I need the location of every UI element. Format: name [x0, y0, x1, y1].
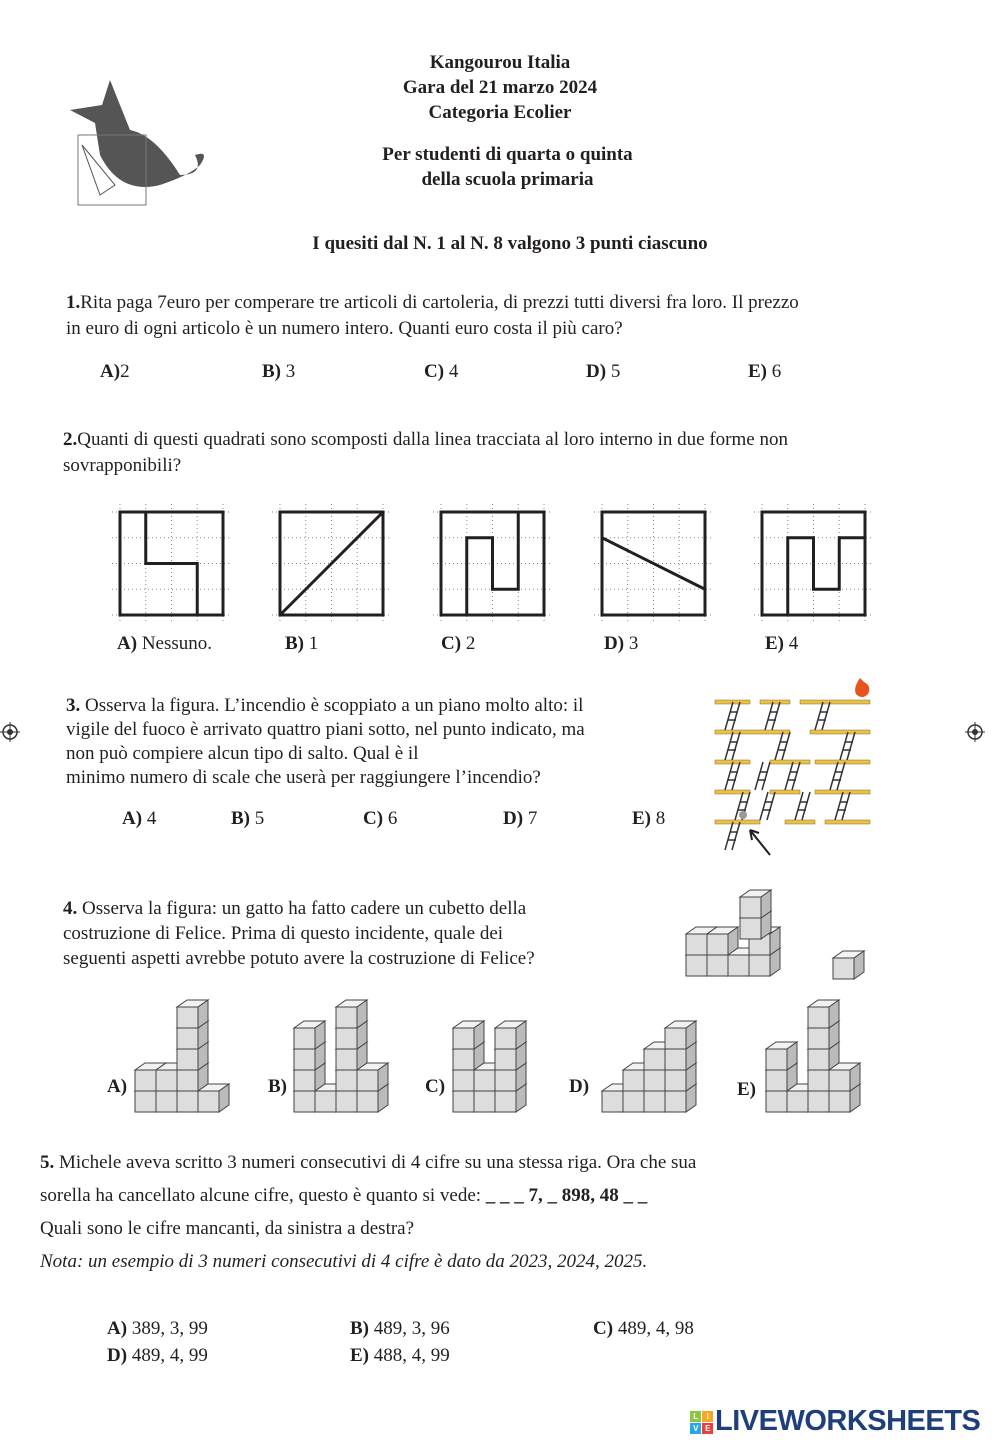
- cube-front: [787, 1091, 808, 1112]
- cube-front: [808, 1028, 829, 1049]
- cube-front: [336, 1007, 357, 1028]
- cube-front: [829, 1091, 850, 1112]
- option-value: 2: [120, 361, 130, 382]
- answer-option[interactable]: [122, 808, 156, 830]
- answer-option[interactable]: [765, 633, 798, 655]
- brand-name: LIVEWORKSHEETS: [715, 1405, 981, 1437]
- question-text: Michele aveva scritto 3 numeri consecutivi di 4 cifre su una stessa riga. Ora che sua: [54, 1152, 697, 1173]
- question-text: minimo numero di scale che userà per raggiungere l’incendio?: [66, 767, 541, 788]
- header-line: Categoria Ecolier: [428, 102, 572, 123]
- cube-front: [336, 1049, 357, 1070]
- option-value: 5: [606, 361, 621, 382]
- answer-option[interactable]: [363, 808, 397, 830]
- option-letter: B): [231, 808, 250, 829]
- option-value: 489, 4, 98: [613, 1318, 694, 1339]
- option-value: 6: [767, 361, 782, 382]
- option-label[interactable]: B): [268, 1076, 287, 1097]
- question-text: vigile del fuoco è arrivato quattro piani sotto, nel punto indicato, ma: [66, 719, 585, 740]
- option-letter: E): [350, 1345, 369, 1366]
- cube-front: [665, 1070, 686, 1091]
- option-letter: E): [632, 808, 651, 829]
- cube-front: [766, 1091, 787, 1112]
- question-5: [40, 1146, 696, 1278]
- cube-front: [665, 1028, 686, 1049]
- header-line: Gara del 21 marzo 2024: [402, 77, 598, 98]
- option-letter: C): [424, 361, 445, 382]
- cube-front: [808, 1007, 829, 1028]
- liveworksheets-logo: [690, 1405, 980, 1438]
- question-number: 3.: [66, 695, 81, 716]
- option-value: 3: [624, 633, 639, 654]
- question-number: 1.: [66, 292, 81, 313]
- cube-front: [336, 1028, 357, 1049]
- answer-option[interactable]: [117, 633, 212, 655]
- question-text: Quali sono le cifre mancanti, da sinistra a destra?: [40, 1218, 415, 1239]
- badge-letter: E: [702, 1423, 713, 1434]
- cube-front: [665, 1091, 686, 1112]
- answer-option[interactable]: [285, 633, 318, 655]
- cube-front: [686, 934, 707, 955]
- cube-front: [833, 958, 854, 979]
- cube-front: [740, 897, 761, 918]
- question-text: Osserva la figura: un gatto ha fatto cadere un cubetto della: [77, 898, 527, 919]
- header-line: Kangourou Italia: [429, 52, 571, 73]
- option-letter: C): [441, 633, 462, 654]
- question-number: 4.: [63, 898, 78, 919]
- option-value: 3: [281, 361, 296, 382]
- cube-front: [766, 1070, 787, 1091]
- cube-front: [749, 955, 770, 976]
- answer-option[interactable]: [107, 1318, 208, 1340]
- cube-front: [453, 1028, 474, 1049]
- cube-front: [728, 955, 749, 976]
- answer-option[interactable]: [350, 1345, 450, 1367]
- question-text: sorella ha cancellato alcune cifre, questo è quanto si vede:: [40, 1185, 486, 1206]
- live-badge-icon: [690, 1411, 713, 1434]
- option-value: 2: [461, 633, 476, 654]
- answer-option[interactable]: [632, 808, 665, 830]
- cube-front: [177, 1070, 198, 1091]
- answer-option[interactable]: [350, 1318, 450, 1340]
- option-value: 4: [142, 808, 157, 829]
- option-letter: D): [503, 808, 524, 829]
- cube-front: [357, 1091, 378, 1112]
- cube-front: [495, 1028, 516, 1049]
- option-label[interactable]: E): [737, 1079, 756, 1100]
- question-text: Rita paga 7euro per comperare tre articoli di cartoleria, di prezzi tutti diversi fra loro. Il prezzo: [80, 292, 799, 313]
- cube-front: [808, 1070, 829, 1091]
- question-number: 2.: [63, 429, 78, 450]
- cube-front: [177, 1049, 198, 1070]
- cube-front: [644, 1091, 665, 1112]
- answer-option[interactable]: [604, 633, 638, 655]
- option-letter: A): [117, 633, 138, 654]
- option-letter: B): [262, 361, 281, 382]
- cube-front: [495, 1091, 516, 1112]
- option-value: 389, 3, 99: [127, 1318, 208, 1339]
- cube-front: [294, 1091, 315, 1112]
- cube-front: [177, 1091, 198, 1112]
- cube-front: [198, 1091, 219, 1112]
- option-value: 4: [784, 633, 799, 654]
- cube-front: [623, 1070, 644, 1091]
- question-text: non può compiere alcun tipo di salto. Qual è il: [66, 743, 419, 764]
- option-letter: E): [748, 361, 767, 382]
- cube-front: [495, 1049, 516, 1070]
- cube-front: [135, 1091, 156, 1112]
- option-letter: C): [363, 808, 384, 829]
- option-value: 8: [651, 808, 666, 829]
- cube-front: [294, 1049, 315, 1070]
- cube-front: [644, 1049, 665, 1070]
- option-letter: D): [604, 633, 625, 654]
- option-value: 488, 4, 99: [369, 1345, 450, 1366]
- cube-front: [156, 1070, 177, 1091]
- cube-front: [294, 1070, 315, 1091]
- option-value: 7: [523, 808, 538, 829]
- badge-letter: L: [690, 1411, 701, 1422]
- cube-front: [336, 1091, 357, 1112]
- answer-option[interactable]: [593, 1318, 694, 1340]
- option-letter: A): [122, 808, 143, 829]
- header-line: Per studenti di quarta o quinta: [382, 144, 633, 165]
- question-text: seguenti aspetti avrebbe potuto avere la costruzione di Felice?: [63, 948, 535, 969]
- option-value: 1: [304, 633, 319, 654]
- answer-option[interactable]: [503, 808, 537, 830]
- cube-front: [357, 1070, 378, 1091]
- cube-front: [665, 1049, 686, 1070]
- option-value: 5: [250, 808, 265, 829]
- question-text: in euro di ogni articolo è un numero intero. Quanti euro costa il più caro?: [66, 318, 623, 339]
- question-number: 5.: [40, 1152, 55, 1173]
- header-line: della scuola primaria: [421, 169, 594, 190]
- option-value: Nessuno.: [137, 633, 213, 654]
- cube-front: [336, 1070, 357, 1091]
- cube-front: [829, 1070, 850, 1091]
- cube-front: [474, 1091, 495, 1112]
- cube-front: [808, 1091, 829, 1112]
- option-letter: B): [285, 633, 304, 654]
- question-text: costruzione di Felice. Prima di questo incidente, quale dei: [63, 923, 504, 944]
- badge-letter: V: [690, 1423, 701, 1434]
- cube-front: [766, 1049, 787, 1070]
- answer-option[interactable]: [107, 1345, 208, 1367]
- cube-front: [453, 1049, 474, 1070]
- option-letter: A): [107, 1318, 128, 1339]
- cube-front: [453, 1091, 474, 1112]
- cube-front: [644, 1070, 665, 1091]
- option-label[interactable]: C): [425, 1076, 446, 1097]
- option-value: 489, 4, 99: [127, 1345, 208, 1366]
- option-label[interactable]: A): [107, 1076, 128, 1097]
- cube-front: [808, 1049, 829, 1070]
- answer-option[interactable]: [586, 361, 620, 383]
- option-value: 4: [444, 361, 459, 382]
- cube-front: [156, 1091, 177, 1112]
- answer-option[interactable]: [424, 361, 458, 383]
- section-heading: I quesiti dal N. 1 al N. 8 valgono 3 punti ciascuno: [312, 233, 708, 254]
- option-letter: C): [593, 1318, 614, 1339]
- cube-front: [135, 1070, 156, 1091]
- cube-front: [623, 1091, 644, 1112]
- cube-front: [474, 1070, 495, 1091]
- cube-front: [177, 1028, 198, 1049]
- cube-front: [602, 1091, 623, 1112]
- option-letter: A): [100, 361, 121, 382]
- partial-numbers: _ _ _ 7, _ 898, 48 _ _: [485, 1185, 648, 1206]
- option-letter: B): [350, 1318, 369, 1339]
- question-note: Nota: un esempio di 3 numeri consecutivi di 4 cifre è dato da 2023, 2024, 2025.: [40, 1251, 648, 1272]
- cube-front: [453, 1070, 474, 1091]
- option-value: 489, 3, 96: [369, 1318, 450, 1339]
- question-text: sovrapponibili?: [63, 455, 182, 476]
- cube-front: [294, 1028, 315, 1049]
- cube-front: [177, 1007, 198, 1028]
- answer-option[interactable]: [262, 361, 295, 383]
- question-text: Osserva la figura. L’incendio è scoppiato a un piano molto alto: il: [80, 695, 584, 716]
- cube-front: [686, 955, 707, 976]
- option-letter: D): [107, 1345, 128, 1366]
- cube-front: [707, 934, 728, 955]
- option-value: 6: [383, 808, 398, 829]
- cube-front: [740, 918, 761, 939]
- answer-option[interactable]: [748, 361, 781, 383]
- cube-front: [707, 955, 728, 976]
- option-letter: E): [765, 633, 784, 654]
- option-label[interactable]: D): [569, 1076, 590, 1097]
- question-text: Quanti di questi quadrati sono scomposti dalla linea tracciata al loro interno in due forme non: [77, 429, 788, 450]
- option-letter: D): [586, 361, 607, 382]
- cube-front: [315, 1091, 336, 1112]
- cube-front: [495, 1070, 516, 1091]
- answer-option[interactable]: [100, 361, 130, 383]
- answer-option[interactable]: [231, 808, 264, 830]
- badge-letter: I: [702, 1411, 713, 1422]
- answer-option[interactable]: [441, 633, 475, 655]
